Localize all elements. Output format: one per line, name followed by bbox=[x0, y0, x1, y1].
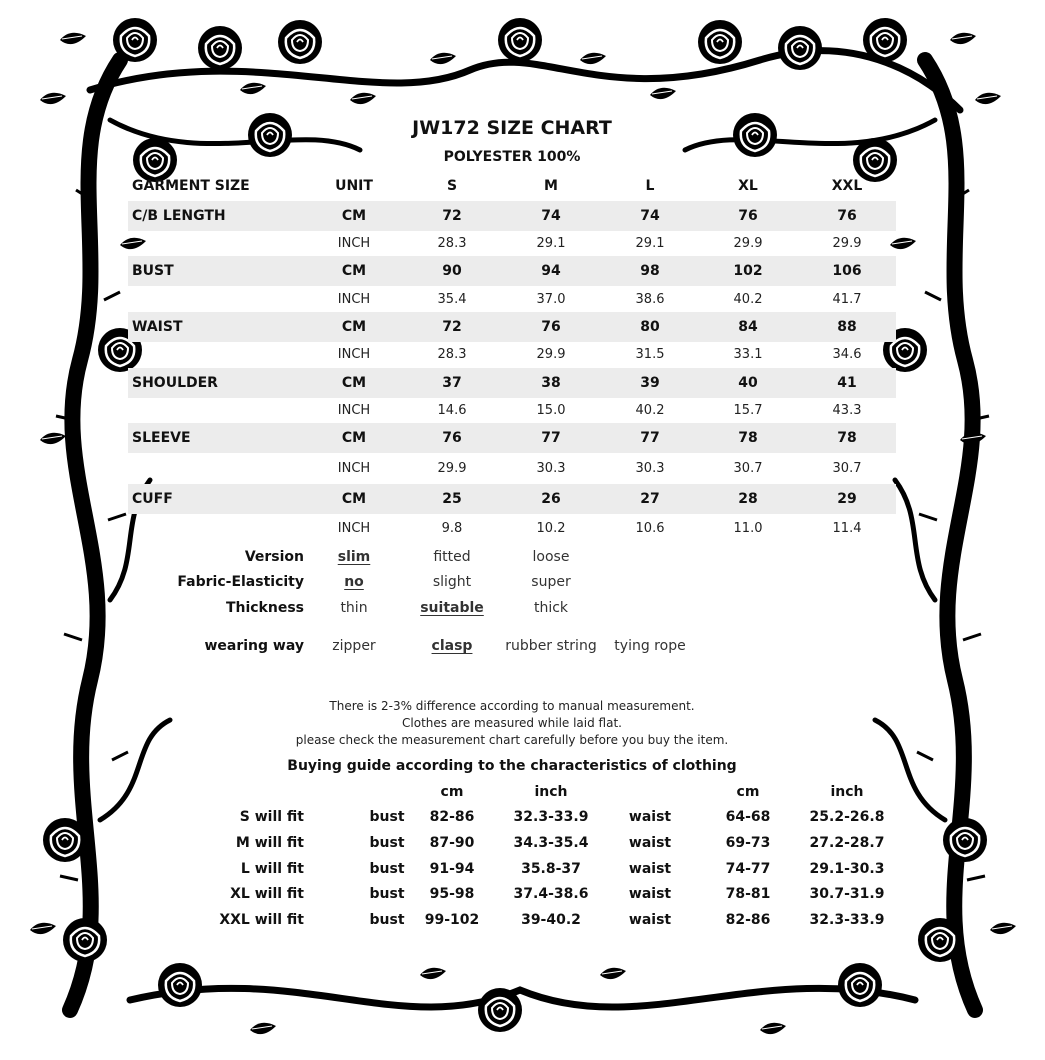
table-cell: 14.6 bbox=[437, 403, 467, 418]
table-cell: 11.4 bbox=[832, 521, 862, 536]
table-cell: 72 bbox=[442, 319, 462, 335]
property-option-selected: clasp bbox=[431, 638, 473, 654]
guide-cell: 32.3-33.9 bbox=[513, 809, 589, 825]
header-unit: UNIT bbox=[335, 178, 373, 194]
guide-part: waist bbox=[628, 861, 672, 877]
unit-inch: INCH bbox=[337, 292, 371, 307]
row-label-bust: BUST bbox=[132, 263, 174, 279]
page-title: JW172 SIZE CHART bbox=[412, 117, 612, 139]
table-cell: 77 bbox=[640, 430, 660, 446]
guide-size-label: M will fit bbox=[235, 835, 304, 851]
guide-size-label: S will fit bbox=[239, 809, 304, 825]
table-cell: 39 bbox=[640, 375, 660, 391]
guide-part: waist bbox=[628, 835, 672, 851]
table-cell: 28.3 bbox=[437, 347, 467, 362]
table-cell: 38.6 bbox=[635, 292, 665, 307]
table-cell: 11.0 bbox=[733, 521, 763, 536]
property-option: slight bbox=[432, 574, 472, 590]
guide-size-label: XXL will fit bbox=[219, 912, 304, 928]
table-cell: 74 bbox=[640, 208, 660, 224]
table-cell: 29.9 bbox=[733, 236, 763, 251]
table-cell: 29.1 bbox=[536, 236, 566, 251]
table-cell: 98 bbox=[640, 263, 660, 279]
guide-part: waist bbox=[628, 886, 672, 902]
property-label-wearing-way: wearing way bbox=[204, 638, 304, 654]
property-label-fabric-elasticity: Fabric-Elasticity bbox=[177, 574, 304, 590]
table-cell: 38 bbox=[541, 375, 561, 391]
table-cell: 10.6 bbox=[635, 521, 665, 536]
table-cell: 30.3 bbox=[536, 461, 566, 476]
table-cell: 94 bbox=[541, 263, 561, 279]
table-cell: 15.0 bbox=[536, 403, 566, 418]
row-label-cb-length: C/B LENGTH bbox=[132, 208, 226, 224]
table-row-band bbox=[128, 423, 896, 453]
property-option: fitted bbox=[433, 549, 471, 565]
unit-cm: CM bbox=[341, 430, 367, 446]
row-label-waist: WAIST bbox=[132, 319, 183, 335]
table-cell: 30.7 bbox=[733, 461, 763, 476]
unit-inch: INCH bbox=[337, 236, 371, 251]
measurement-note: Clothes are measured while laid flat. bbox=[402, 716, 622, 730]
table-cell: 41.7 bbox=[832, 292, 862, 307]
guide-size-label: L will fit bbox=[240, 861, 304, 877]
table-cell: 30.3 bbox=[635, 461, 665, 476]
guide-size-label: XL will fit bbox=[230, 886, 304, 902]
guide-cell: 87-90 bbox=[429, 835, 475, 851]
guide-cell: 99-102 bbox=[424, 912, 480, 928]
table-cell: 90 bbox=[442, 263, 462, 279]
property-label-version: Version bbox=[244, 549, 304, 565]
table-cell: 74 bbox=[541, 208, 561, 224]
table-cell: 25 bbox=[442, 491, 462, 507]
guide-cell: 82-86 bbox=[429, 809, 475, 825]
table-cell: 102 bbox=[733, 263, 763, 279]
guide-cell: 82-86 bbox=[725, 912, 771, 928]
table-row-band bbox=[128, 484, 896, 514]
table-row-band bbox=[128, 201, 896, 231]
table-cell: 35.4 bbox=[437, 292, 467, 307]
table-cell: 29 bbox=[837, 491, 857, 507]
guide-cell: 95-98 bbox=[429, 886, 475, 902]
table-cell: 26 bbox=[541, 491, 561, 507]
guide-header-inch: inch bbox=[830, 784, 864, 800]
header-size-xl: XL bbox=[738, 178, 758, 194]
guide-cell: 32.3-33.9 bbox=[809, 912, 885, 928]
table-cell: 30.7 bbox=[832, 461, 862, 476]
table-cell: 76 bbox=[541, 319, 561, 335]
guide-cell: 37.4-38.6 bbox=[513, 886, 589, 902]
guide-part: waist bbox=[628, 912, 672, 928]
table-cell: 10.2 bbox=[536, 521, 566, 536]
header-size-xxl: XXL bbox=[831, 178, 863, 194]
table-cell: 27 bbox=[640, 491, 660, 507]
table-cell: 29.9 bbox=[536, 347, 566, 362]
guide-cell: 64-68 bbox=[725, 809, 771, 825]
property-option: thick bbox=[533, 600, 569, 616]
table-cell: 15.7 bbox=[733, 403, 763, 418]
table-cell: 41 bbox=[837, 375, 857, 391]
table-cell: 37 bbox=[442, 375, 462, 391]
unit-cm: CM bbox=[341, 491, 367, 507]
unit-inch: INCH bbox=[337, 347, 371, 362]
property-option-selected: slim bbox=[337, 549, 371, 565]
header-size-s: S bbox=[446, 178, 458, 194]
guide-header-inch: inch bbox=[534, 784, 568, 800]
table-cell: 76 bbox=[738, 208, 758, 224]
guide-part: bust bbox=[369, 912, 405, 928]
table-cell: 88 bbox=[837, 319, 857, 335]
table-cell: 80 bbox=[640, 319, 660, 335]
guide-cell: 27.2-28.7 bbox=[809, 835, 885, 851]
property-option: zipper bbox=[332, 638, 376, 654]
property-option: tying rope bbox=[614, 638, 686, 654]
header-garment-size: GARMENT SIZE bbox=[132, 178, 250, 194]
table-cell: 40.2 bbox=[635, 403, 665, 418]
table-cell: 37.0 bbox=[536, 292, 566, 307]
property-label-thickness: Thickness bbox=[225, 600, 304, 616]
table-cell: 72 bbox=[442, 208, 462, 224]
guide-part: waist bbox=[628, 809, 672, 825]
guide-part: bust bbox=[369, 861, 405, 877]
guide-header-cm: cm bbox=[736, 784, 760, 800]
guide-cell: 69-73 bbox=[725, 835, 771, 851]
unit-cm: CM bbox=[341, 263, 367, 279]
table-cell: 78 bbox=[837, 430, 857, 446]
table-row-band bbox=[128, 256, 896, 286]
property-option-selected: no bbox=[344, 574, 364, 590]
table-cell: 76 bbox=[442, 430, 462, 446]
table-row-band bbox=[128, 368, 896, 398]
table-row-band bbox=[128, 312, 896, 342]
guide-cell: 74-77 bbox=[725, 861, 771, 877]
table-cell: 43.3 bbox=[832, 403, 862, 418]
guide-part: bust bbox=[369, 886, 405, 902]
header-size-m: M bbox=[544, 178, 558, 194]
header-size-l: L bbox=[645, 178, 655, 194]
property-option: thin bbox=[340, 600, 368, 616]
unit-cm: CM bbox=[341, 208, 367, 224]
table-cell: 34.6 bbox=[832, 347, 862, 362]
guide-cell: 29.1-30.3 bbox=[809, 861, 885, 877]
guide-cell: 35.8-37 bbox=[521, 861, 581, 877]
table-cell: 28 bbox=[738, 491, 758, 507]
table-cell: 29.9 bbox=[832, 236, 862, 251]
table-cell: 40.2 bbox=[733, 292, 763, 307]
property-option: loose bbox=[532, 549, 570, 565]
table-cell: 77 bbox=[541, 430, 561, 446]
unit-cm: CM bbox=[341, 319, 367, 335]
guide-part: bust bbox=[369, 835, 405, 851]
unit-cm: CM bbox=[341, 375, 367, 391]
table-cell: 29.9 bbox=[437, 461, 467, 476]
table-cell: 31.5 bbox=[635, 347, 665, 362]
table-cell: 84 bbox=[738, 319, 758, 335]
measurement-note: There is 2-3% difference according to manual measurement. bbox=[329, 699, 695, 713]
unit-inch: INCH bbox=[337, 521, 371, 536]
guide-cell: 30.7-31.9 bbox=[809, 886, 885, 902]
material-subtitle: POLYESTER 100% bbox=[443, 149, 581, 165]
guide-header-cm: cm bbox=[440, 784, 464, 800]
guide-part: bust bbox=[369, 809, 405, 825]
buying-guide-title: Buying guide according to the characteristics of clothing bbox=[287, 758, 737, 774]
measurement-note: please check the measurement chart carefully before you buy the item. bbox=[295, 733, 729, 747]
guide-cell: 91-94 bbox=[429, 861, 475, 877]
property-option-selected: suitable bbox=[420, 600, 484, 616]
property-option: super bbox=[531, 574, 571, 590]
table-cell: 9.8 bbox=[441, 521, 463, 536]
guide-cell: 25.2-26.8 bbox=[809, 809, 885, 825]
unit-inch: INCH bbox=[337, 461, 371, 476]
table-cell: 28.3 bbox=[437, 236, 467, 251]
table-cell: 106 bbox=[832, 263, 862, 279]
guide-cell: 34.3-35.4 bbox=[513, 835, 589, 851]
table-cell: 33.1 bbox=[733, 347, 763, 362]
guide-cell: 39-40.2 bbox=[521, 912, 581, 928]
table-cell: 29.1 bbox=[635, 236, 665, 251]
guide-cell: 78-81 bbox=[725, 886, 771, 902]
table-cell: 78 bbox=[738, 430, 758, 446]
unit-inch: INCH bbox=[337, 403, 371, 418]
table-cell: 40 bbox=[738, 375, 758, 391]
table-cell: 76 bbox=[837, 208, 857, 224]
property-option: rubber string bbox=[505, 638, 597, 654]
row-label-shoulder: SHOULDER bbox=[132, 375, 218, 391]
row-label-sleeve: SLEEVE bbox=[132, 430, 191, 446]
row-label-cuff: CUFF bbox=[132, 491, 173, 507]
